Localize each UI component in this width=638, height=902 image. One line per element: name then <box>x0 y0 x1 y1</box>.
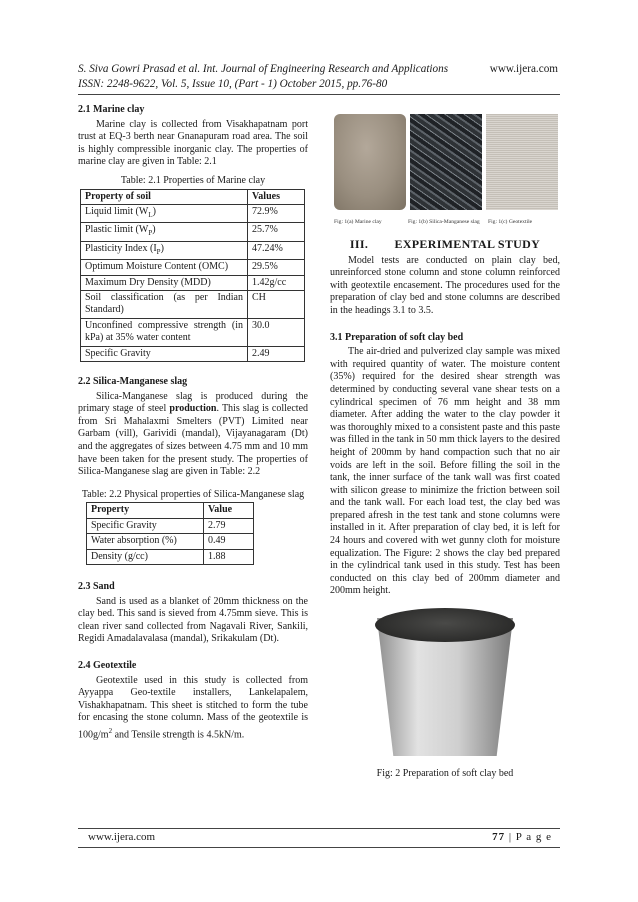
footer-page-number: 77 | P a g e <box>492 831 552 843</box>
table-row <box>81 318 305 346</box>
header-site-link[interactable]: www.ijera.com <box>489 63 558 75</box>
geotextile-photo <box>486 114 558 210</box>
table-cell: Soil classification (as per Indian Standard) <box>81 291 248 319</box>
section-2-3-heading: 2.3 Sand <box>78 581 115 592</box>
table-cell: 1.88 <box>204 549 254 564</box>
table-cell: 29.5% <box>248 260 305 275</box>
page-footer <box>78 828 560 848</box>
header-citation-line2: ISSN: 2248-9622, Vol. 5, Issue 10, (Part - 1) October 2015, pp.76-80 <box>78 78 388 90</box>
table-cell: 30.0 <box>248 318 305 346</box>
table-row <box>81 275 305 290</box>
clay-bed-tank-photo <box>371 604 519 758</box>
table-row <box>87 518 254 533</box>
table-2-1 <box>80 189 305 362</box>
figure-2-caption: Fig: 2 Preparation of soft clay bed <box>376 768 514 780</box>
table-cell: Liquid limit $(W_L)$ <box>81 204 248 222</box>
footer-site-link[interactable]: www.ijera.com <box>88 831 156 843</box>
table-cell: CH <box>248 291 305 319</box>
section-2-4-paragraph: Geotextile used in this study is collected from Ayyappa Geo-textile installers, Lankelapalem, Vishakhapatnam. This sheet is stitched to form the tube for encasing the stone column. Mass of the geotextile is $100g/m^2$ and Tensile strength is 4.5kN/m. <box>78 674 308 741</box>
table-cell: 47.24% <box>248 241 305 259</box>
table-header-row <box>81 189 305 204</box>
table-row <box>81 260 305 275</box>
table-cell: 1.42g/cc <box>248 275 305 290</box>
section-2-3-paragraph: Sand is used as a blanket of 20mm thickness on the clay bed. This sand is sieved from 4.75mm sieve. This is clean river sand collected from Nagavali River, Sankili, Regidi Amadalavalasa (mandal), Srikakulam (Dt). <box>78 595 308 645</box>
table-2-2-caption: Table: 2.2 Physical properties of Silica-Manganese slag <box>81 488 305 500</box>
section-2-2-paragraph: Silica-Manganese slag is produced during the primary stage of steel production. This slag is collected from Sri Mahalaxmi Smelters (PVT) Limited near Garbam (vill), Garividi (mandal), Vijayanagaram (Dt) and the aggregates of sizes between 4.75 mm and 10 mm have been taken for the present study. The properties of Silica-Manganese slag are given in Table: 2.2 <box>78 390 309 478</box>
table-row <box>87 549 254 564</box>
table-cell: 2.79 <box>204 518 254 533</box>
table-row <box>81 223 305 241</box>
clay-surface <box>375 608 515 642</box>
section-3-paragraph: Model tests are conducted on plain clay bed, unreinforced stone column and stone column reinforced with geotextile encasement. The procedures used for the preparation of clay bed and stone columns are described in the headings 3.1 to 3.5. <box>330 254 560 316</box>
table-cell: Plasticity Index $(I_P)$ <box>81 241 248 259</box>
table-row <box>81 346 305 361</box>
table-cell: Density (g/cc) <box>87 549 204 564</box>
table-cell: Optimum Moisture Content (OMC) <box>81 260 248 275</box>
section-2-2-heading: 2.2 Silica-Manganese slag <box>78 376 188 388</box>
table-cell: 2.49 <box>248 346 305 361</box>
section-2-4-heading: 2.4 Geotextile <box>78 659 137 671</box>
figure-1 <box>330 104 560 236</box>
section-3-1-heading: 3.1 Preparation of soft clay bed <box>330 331 464 343</box>
table-cell: Water absorption (%) <box>87 534 204 549</box>
section-3-1-paragraph: The air-dried and pulverized clay sample was mixed with required quantity of water. The moisture content (35%) required for the desired shear strength was determined by conducting several vane shear tests on a cylindrical specimen of 76 mm height and 38 mm diameter. After adding the water to the clay powder it was thoroughly mixed to a consistent paste and this paste was filled in the tank in 50 mm thick layers to the desired height of 200mm by hand compaction such that no air voids are left in the soil. Before filling the soil in the tank, the inner surface of the tank wall was first coated with silicon grease to minimize the friction between soil and the tank wall. For each load test, the clay bed was prepared afresh in the test tank and stone columns were installed in it. After preparation of clay bed, it is left for 24 hours and covered with wet gunny cloth for moisture equalization. The Figure: 2 shows the clay bed prepared in the cylindrical tank used in this study. Test has been conducted on this clay bed of 200mm diameter and 200mm height. <box>330 346 560 597</box>
table-header-cell: Values <box>248 189 305 204</box>
running-header <box>78 62 560 92</box>
table-cell: Maximum Dry Density (MDD) <box>81 275 248 290</box>
section-2-1-heading: 2.1 Marine clay <box>78 104 145 115</box>
header-rule <box>78 94 560 95</box>
section-3-heading: III. EXPERIMENTAL STUDY <box>349 237 541 251</box>
silica-manganese-slag-photo <box>410 114 482 210</box>
table-row <box>81 291 305 319</box>
left-column <box>78 104 308 742</box>
figure-1b-caption: Fig: 1(b) Silica-Manganese slag <box>408 219 480 225</box>
marine-clay-photo <box>334 114 406 210</box>
table-2-1-caption: Table: 2.1 Properties of Marine clay <box>120 174 266 186</box>
table-row <box>81 204 305 222</box>
table-cell: Plastic limit $(W_P)$ <box>81 223 248 241</box>
table-header-cell: Value <box>204 503 254 518</box>
table-2-2 <box>86 502 254 565</box>
section-2-1-paragraph: Marine clay is collected from Visakhapatnam port trust at EQ-3 berth near Gnanapuram road area. The soil is highly compressible inorganic clay. The properties of marine clay are given in Table: 2.1 <box>78 118 308 168</box>
table-cell: 25.7% <box>248 223 305 241</box>
table-cell: Specific Gravity <box>87 518 204 533</box>
right-column <box>330 104 560 781</box>
figure-1a-caption: Fig: 1(a) Marine clay <box>334 219 382 225</box>
header-citation-line1: S. Siva Gowri Prasad et al. Int. Journal of Engineering Research and Applications <box>78 63 449 75</box>
table-cell: 0.49 <box>204 534 254 549</box>
table-header-row <box>87 503 254 518</box>
table-header-cell: Property of soil <box>81 189 248 204</box>
table-row <box>81 241 305 259</box>
table-header-cell: Property <box>87 503 204 518</box>
table-row <box>87 534 254 549</box>
figure-1c-caption: Fig: 1(c) Geotextile <box>488 219 533 225</box>
table-cell: 72.9% <box>248 204 305 222</box>
table-cell: Specific Gravity <box>81 346 248 361</box>
table-cell: Unconfined compressive strength (in kPa) at 35% water content <box>81 318 248 346</box>
